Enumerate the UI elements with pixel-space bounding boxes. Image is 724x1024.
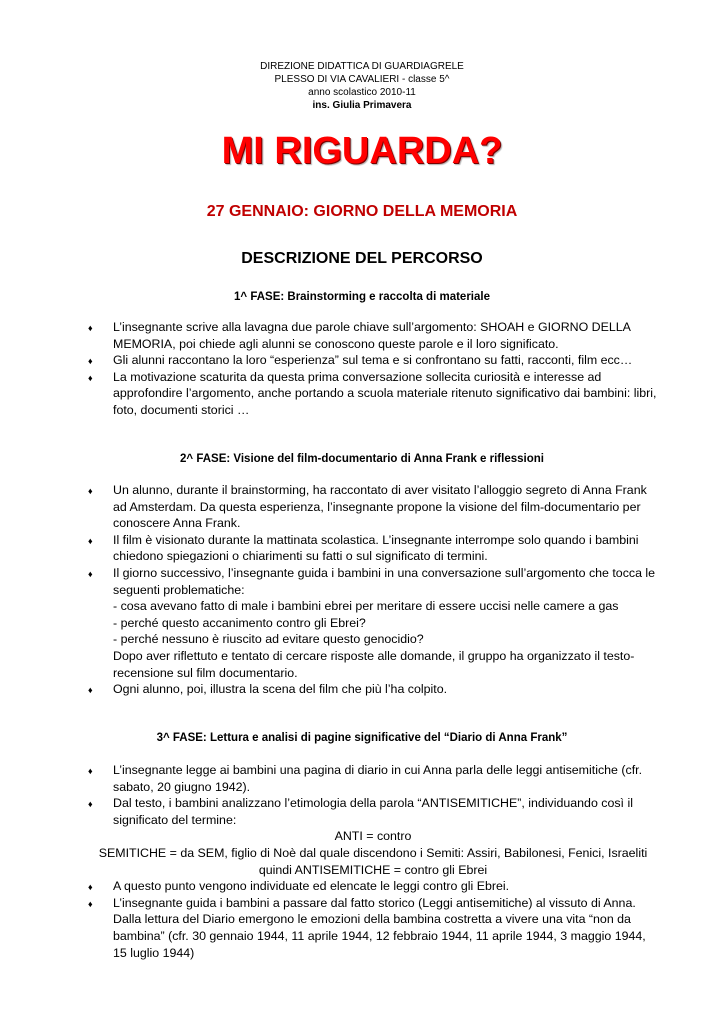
bullet-icon: ♦ xyxy=(88,685,93,696)
header-line-year: anno scolastico 2010-11 xyxy=(308,87,416,98)
list-item xyxy=(88,565,658,681)
follow-up-text: Dopo aver riflettuto e tentato di cercare risposte alle domande, il gruppo ha organizzato il testo-recensione sul film documentario. xyxy=(113,648,635,680)
list-item xyxy=(88,895,658,961)
list-item xyxy=(88,482,658,532)
bullet-icon: ♦ xyxy=(88,568,93,579)
header-line-directorate: DIREZIONE DIDATTICA DI GUARDIAGRELE xyxy=(260,61,464,72)
list-item-text: Un alunno, durante il brainstorming, ha raccontato di aver visitato l’alloggio segreto di Anna Frank ad Amsterdam. Da questa esperienza, l’insegnante propone la visione del film-documentario per conoscere Anna Frank. xyxy=(113,483,647,531)
list-item xyxy=(88,681,658,698)
section-title: DESCRIZIONE DEL PERCORSO xyxy=(241,250,483,267)
phase2-heading: 2^ FASE: Visione del film-documentario di Anna Frank e riflessioni xyxy=(180,453,544,465)
list-item-text: Gli alunni raccontano la loro “esperienza” sul tema e si confrontano su fatti, racconti, film ecc… xyxy=(113,353,633,368)
header-line-teacher: ins. Giulia Primavera xyxy=(312,100,412,111)
question-line: - cosa avevano fatto di male i bambini ebrei per meritare di essere uccisi nelle camere a gas xyxy=(113,599,619,614)
phase2-list xyxy=(88,482,658,698)
question-line: - perché nessuno è riuscito ad evitare questo genocidio? xyxy=(113,632,424,647)
bullet-icon: ♦ xyxy=(88,799,93,810)
phase1-heading: 1^ FASE: Brainstorming e raccolta di materiale xyxy=(234,291,490,303)
question-line: - perché questo accanimento contro gli Ebrei? xyxy=(113,615,366,630)
list-item-text: La motivazione scaturita da questa prima conversazione sollecita curiosità e interesse ad approfondire l’argomento, anche portando a scuola materiale ritenuto significativo dai bambini: libri, foto, documenti storici … xyxy=(113,369,657,417)
list-item xyxy=(88,369,658,419)
etymology-line: quindi ANTISEMITICHE = contro gli Ebrei xyxy=(258,862,488,877)
list-item-text: L’insegnante guida i bambini a passare dal fatto storico (Leggi antisemitiche) al vissuto di Anna. Dalla lettura del Diario emergono le emozioni della bambina costretta a vivere una vita “non da bambina” (cfr. 30 gennaio 1944, 11 aprile 1944, 12 febbraio 1944, 11 aprile 1944, 3 maggio 1944, 15 luglio 1944) xyxy=(113,895,646,960)
bullet-icon: ♦ xyxy=(88,882,93,893)
bullet-icon: ♦ xyxy=(88,898,93,909)
list-item xyxy=(88,762,658,795)
bullet-icon: ♦ xyxy=(88,372,93,383)
list-item xyxy=(88,878,658,895)
phase1-list xyxy=(88,319,658,419)
header-line-school: PLESSO DI VIA CAVALIERI - classe 5^ xyxy=(274,74,450,85)
list-item xyxy=(88,795,658,878)
bullet-icon: ♦ xyxy=(88,535,93,546)
etymology-line: SEMITICHE = da SEM, figlio di Noè dal quale discendono i Semiti: Assiri, Babilonesi, Fenici, Israeliti xyxy=(98,845,648,860)
list-item xyxy=(88,352,658,369)
bullet-icon: ♦ xyxy=(88,356,93,367)
list-item-text: Il film è visionato durante la mattinata scolastica. L’insegnante interrompe solo quando i bambini chiedono spiegazioni o chiarimenti su fatti o sul significato di termini. xyxy=(113,532,639,564)
phase3-heading: 3^ FASE: Lettura e analisi di pagine significative del “Diario di Anna Frank” xyxy=(156,732,568,744)
page-title: MI RIGUARDA? xyxy=(221,130,503,172)
list-item-text: L’insegnante scrive alla lavagna due parole chiave sull’argomento: SHOAH e GIORNO DELLA MEMORIA, poi chiede agli alunni se conoscono queste parole e il loro significato. xyxy=(113,320,631,351)
list-item-text: L’insegnante legge ai bambini una pagina di diario in cui Anna parla delle leggi antisemitiche (cfr. sabato, 20 giugno 1942). xyxy=(113,763,643,794)
list-item-text: Ogni alunno, poi, illustra la scena del film che più l’ha colpito. xyxy=(113,682,448,697)
list-item-text: Dal testo, i bambini analizzano l’etimologia della parola “ANTISEMITICHE”, individuando così il significato del termine: xyxy=(113,796,633,827)
school-header xyxy=(0,60,724,112)
list-item-text: Il giorno successivo, l’insegnante guida i bambini in una conversazione sull’argomento che tocca le seguenti problematiche: xyxy=(113,565,656,597)
phase3-list xyxy=(88,762,658,961)
list-item-text: A questo punto vengono individuate ed elencate le leggi contro gli Ebrei. xyxy=(113,879,510,894)
bullet-icon: ♦ xyxy=(88,766,93,776)
etymology-line: ANTI = contro xyxy=(334,829,412,844)
bullet-icon: ♦ xyxy=(88,486,93,496)
bullet-icon: ♦ xyxy=(88,323,93,333)
list-item xyxy=(88,532,658,565)
list-item xyxy=(88,319,658,352)
page-subtitle: 27 GENNAIO: GIORNO DELLA MEMORIA xyxy=(206,203,518,220)
